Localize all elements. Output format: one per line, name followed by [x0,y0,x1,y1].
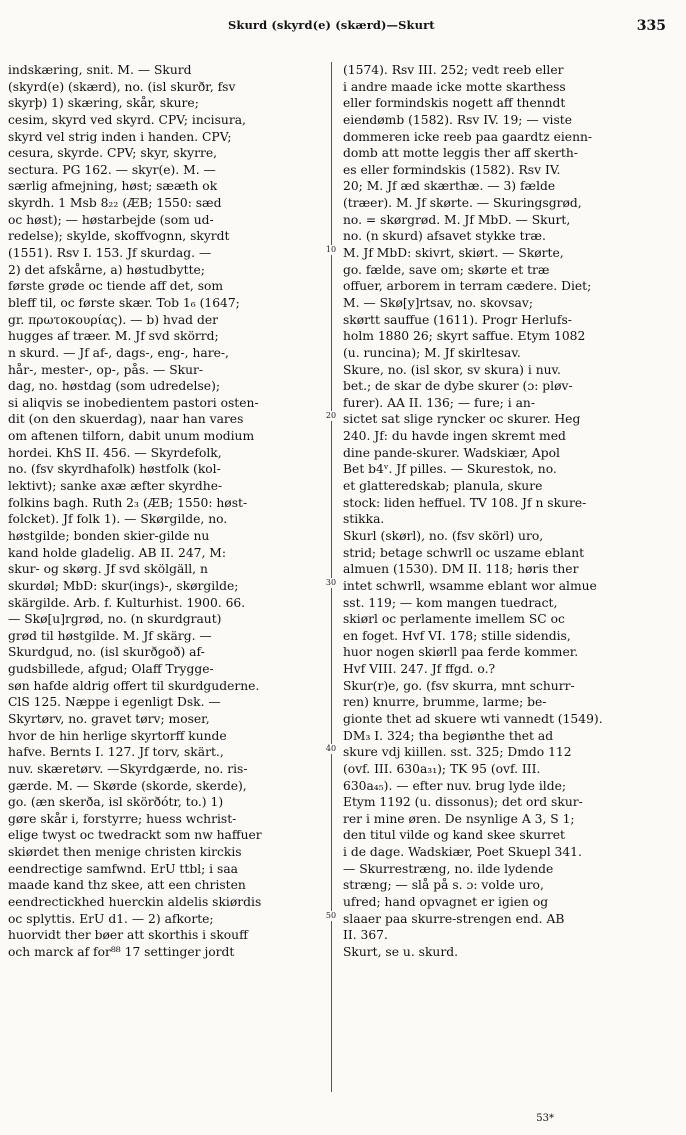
text-line: en foget. Hvf VI. 178; stille sidendis, [343,628,571,643]
text-line: skiørl oc perlamente imellem SC oc [343,612,565,627]
text-line: oc splyttis. ErU d1. — 2) afkorte; [8,911,214,926]
text-line: Hvf VIII. 247. Jf ffgd. o.? [343,662,496,677]
text-line: sictet sat slige ryncker oc skurer. Heg [343,412,581,427]
text-line: elige twyst oc twedrackt som nw haffuer [8,828,262,843]
text-line: Skur(r)e, go. (fsv skurra, mnt schurr- [343,678,575,693]
text-line: (1551). Rsv I. 153. Jf skurdag. — [8,246,212,261]
text-line: eller formindskis nogett aff thenndt [343,96,566,111]
text-line: om aftenen tilforn, dabit unum modium [8,429,255,444]
text-line: Etym 1192 (u. dissonus); det ord skur- [343,795,583,810]
text-line: sectura. PG 162. — skyr(e). M. — [8,162,216,177]
margin-line-number: 40 [320,744,342,754]
text-line: Skurl (skørl), no. (fsv skörl) uro, [343,528,544,543]
text-line: Skyrtørv, no. gravet tørv; moser, [8,711,210,726]
text-line: skure vdj kiillen. sst. 325; Dmdo 112 [343,745,572,760]
text-line: (ovf. III. 630a₃₁); TK 95 (ovf. III. [343,761,541,776]
text-line: II. 367. [343,928,388,943]
text-line: stræng; — slå på s. ɔ: volde uro, [343,878,544,893]
text-line: skyrd vel strig inden i handen. CPV; [8,129,232,144]
text-line: Skurdgud, no. (isl skurðgoð) af- [8,645,205,660]
text-line: almuen (1530). DM II. 118; høris ther [343,562,579,577]
margin-line-number: 20 [320,411,342,421]
text-line: 630a₄₅). — efter nuv. brug lyde ilde; [343,778,567,793]
text-line: eendrectige samfwnd. ErU ttbl; i saa [8,861,238,876]
text-line: hugges af træer. M. Jf svd skörrd; [8,329,219,344]
text-line: den titul vilde og kand skee skurret [343,828,565,843]
text-line: skyrþ) 1) skæring, skår, skure; [8,96,199,111]
text-line: dit (on den skuerdag), naar han vares [8,412,244,427]
text-line: no. (n skurd) afsavet stykke træ. [343,229,546,244]
text-line: skiørdet then menige christen kirckis [8,845,242,860]
text-line: (skyrd(e) (skærd), no. (isl skurðr, fsv [8,79,236,94]
text-line: cesura, skyrde. CPV; skyr, skyrre, [8,146,218,161]
text-line: redelse); skylde, skoffvognn, skyrdt [8,229,230,244]
text-line: (træer). M. Jf skørte. — Skuringsgrød, [343,196,582,211]
text-line: eendrectickhed huerckin aldelis skiørdis [8,895,262,910]
text-line: Skure, no. (isl skor, sv skura) i nuv. [343,362,561,377]
text-line: skyrdh. 1 Msb 8₂₂ (ÆB; 1550: sæd [8,196,222,211]
text-line: hafve. Bernts I. 127. Jf torv, skärt., [8,745,224,760]
text-line: maade kand thz skee, att een christen [8,878,246,893]
text-line: slaaer paa skurre-strengen end. AB [343,911,565,926]
text-line: særlig afmejning, høst; sææth ok [8,179,218,194]
text-line: 240. Jf: du havde ingen skremt med [343,429,566,444]
text-line: go. fælde, save om; skørte et træ [343,262,550,277]
text-line: gærde. M. — Skørde (skorde, skerde), [8,778,247,793]
text-line: dommeren icke reeb paa gaardtz eienn- [343,129,593,144]
text-line: kand holde gladelig. AB II. 247, M: [8,545,227,560]
text-line: si aliqvis se inobedientem pastori osten- [8,395,259,410]
page-number: 335 [636,18,666,34]
text-line: et glatteredskab; planula, skure [343,479,543,494]
text-line: skärgilde. Arb. f. Kulturhist. 1900. 66. [8,595,246,610]
text-line: bleff til, oc første skær. Tob 1₆ (1647; [8,295,240,310]
text-line: gionte thet ad skuere wti vannedt (1549). [343,711,603,726]
text-line: 2) det afskårne, a) høstudbytte; [8,262,205,277]
text-line: Bet b4ᵛ. Jf pilles. — Skurestok, no. [343,462,557,477]
text-line: bet.; de skar de dybe skurer (ɔ: pløv- [343,379,573,394]
text-line: go. (æn skerða, isl skörðótr, to.) 1) [8,795,224,810]
margin-line-number: 50 [320,911,342,921]
text-line: DM₃ I. 324; tha begiønthe thet ad [343,728,554,743]
text-line: nuv. skæretørv. —Skyrdgærde, no. ris- [8,761,248,776]
text-line: lektivt); sanke axæ æfter skyrdhe- [8,479,223,494]
text-line: holm 1880 26; skyrt saffue. Etym 1082 [343,329,586,344]
text-line: hår-, mester-, op-, pås. — Skur- [8,362,204,377]
text-line: huor nogen skiørll paa ferde kommer. [343,645,579,660]
column-divider [331,62,332,1092]
running-head: Skurd (skyrd(e) (skærd)—Skurt [228,18,435,32]
text-line: — Skø[u]rgrød, no. (n skurdgraut) [8,612,222,627]
text-line: — Skurrestræng, no. ilde lydende [343,861,554,876]
text-line: ren) knurre, brumme, larme; be- [343,695,547,710]
text-line: och marck af for⁸⁸ 17 settinger jordt [8,944,235,959]
page-header [0,18,686,40]
text-line: hvor de hin herlige skyrtorff kunde [8,728,227,743]
text-line: sst. 119; — kom mangen tuedract, [343,595,558,610]
text-line: dag, no. høstdag (som udredelse); [8,379,221,394]
text-line: M. — Skø[y]rtsav, no. skovsav; [343,295,533,310]
text-line: ClS 125. Næppe i egenligt Dsk. — [8,695,221,710]
text-line: gudsbillede, afgud; Olaff Trygge- [8,662,214,677]
margin-line-number: 30 [320,578,342,588]
text-line: ufred; hand opvagnet er igien og [343,895,549,910]
text-line: folcket). Jf folk 1). — Skørgilde, no. [8,512,228,527]
text-line: strid; betage schwrll oc uszame eblant [343,545,585,560]
text-line: eiendømb (1582). Rsv IV. 19; — viste [343,112,572,127]
text-line: grød til høstgilde. M. Jf skärg. — [8,628,212,643]
text-line: hordei. KhS II. 456. — Skyrdefolk, [8,445,222,460]
text-line: stock: liden heffuel. TV 108. Jf n skure- [343,495,587,510]
text-line: offuer, arborem in terram cædere. Diet; [343,279,592,294]
text-line: gr. πρωτοκουρίας). — b) hvad der [8,312,218,327]
text-line: gøre skår i, forstyrre; huess wchrist- [8,811,237,826]
sheet-signature: 53* [536,1113,554,1124]
text-line: folkins bagh. Ruth 2₃ (ÆB; 1550: høst- [8,495,248,510]
right-column [343,62,666,961]
text-line: huorvidt ther bøer att skorthis i skouff [8,928,248,943]
text-line: M. Jf MbD: skivrt, skiørt. — Skørte, [343,246,564,261]
text-line: domb att motte leggis ther aff skerth- [343,146,578,161]
text-line: cesim, skyrd ved skyrd. CPV; incisura, [8,112,246,127]
text-line: rer i mine øren. De nsynlige A 3, S 1; [343,811,575,826]
text-line: indskæring, snit. M. — Skurd [8,63,192,77]
text-line: i andre maade icke motte skarthess [343,79,566,94]
text-line: 20; M. Jf æd skærthæ. — 3) fælde [343,179,556,194]
text-line: første grøde oc tiende aff det, som [8,279,224,294]
text-line: høstgilde; bonden skier-gilde nu [8,528,210,543]
text-line: (u. runcina); M. Jf skirltesav. [343,345,521,360]
text-line: es eller formindskis (1582). Rsv IV. [343,162,561,177]
text-line: no. (fsv skyrdhafolk) høstfolk (kol- [8,462,221,477]
text-line: søn hafde aldrig offert til skurdguderne. [8,678,260,693]
margin-line-number: 10 [320,245,342,255]
text-line: i de dage. Wadskiær, Poet Skuepl 341. [343,845,582,860]
text-line: furer). AA II. 136; — fure; i an- [343,395,535,410]
text-line: stikka. [343,512,385,527]
text-line: skurdøl; MbD: skur(ings)-, skørgilde; [8,578,239,593]
text-line: oc høst); — høstarbejde (som ud- [8,212,214,227]
text-line: skur- og skørg. Jf svd skölgäll, n [8,562,208,577]
text-line: intet schwrll, wsamme eblant wor almue [343,578,597,593]
text-line: (1574). Rsv III. 252; vedt reeb eller [343,63,564,77]
text-line: Skurt, se u. skurd. [343,944,459,959]
text-line: skørtt sauffue (1611). Progr Herlufs- [343,312,572,327]
text-line: n skurd. — Jf af-, dags-, eng-, hare-, [8,345,229,360]
text-line: dine pande-skurer. Wadskiær, Apol [343,445,560,460]
left-column [8,62,320,961]
text-line: no. = skørgrød. M. Jf MbD. — Skurt, [343,212,571,227]
